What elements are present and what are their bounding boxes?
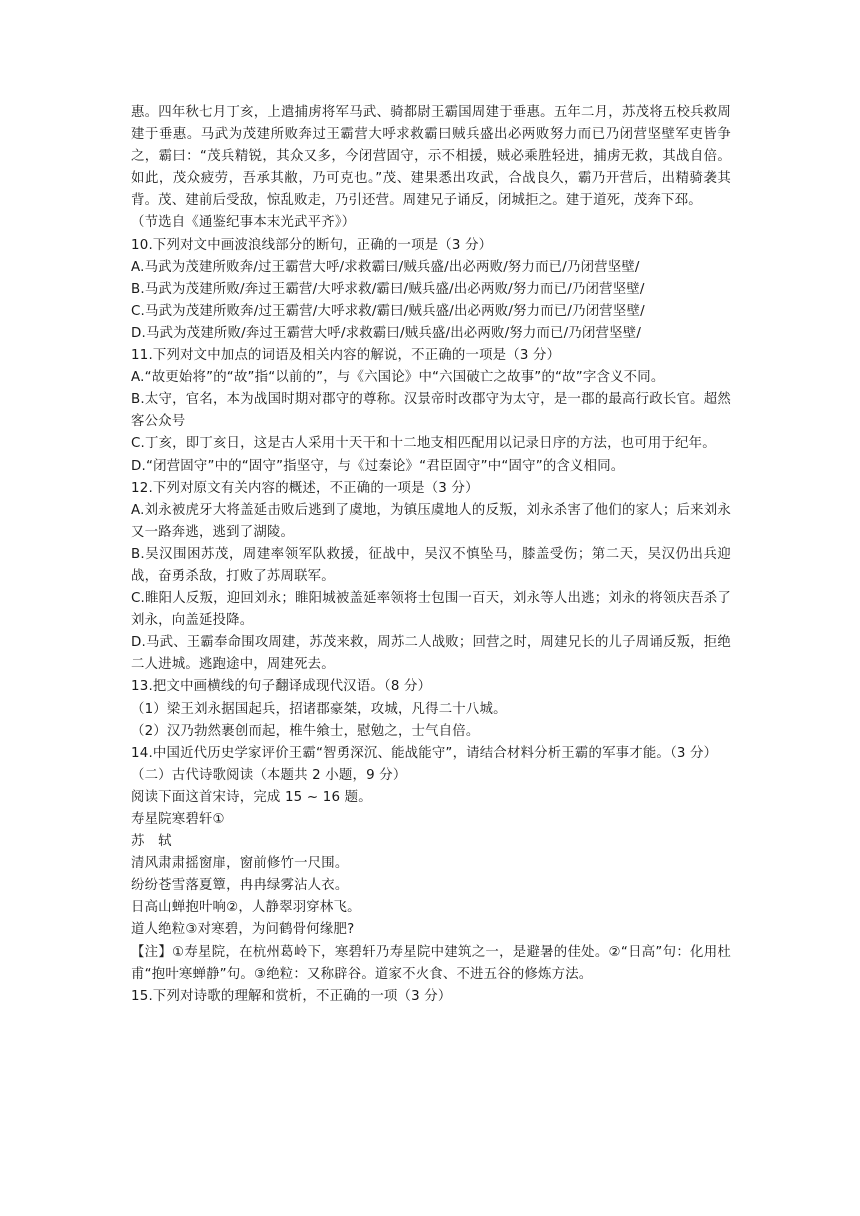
question-13-stem: 13.把文中画横线的句子翻译成现代汉语。（8 分）	[131, 679, 432, 695]
question-12-option-d: D.马武、王霸奉命围攻周建，苏茂来救，周苏二人战败；回营之时，周建兄长的儿子周诵反叛，拒绝二人进城。逃跑途中，周建死去。	[131, 635, 731, 673]
question-10-option-c: C.马武为茂建所败奔/过王霸营/大呼求救/霸曰/贼兵盛/出必两败/努力而已/乃闭营坚壁/	[131, 303, 645, 319]
question-14-stem: 14.中国近代历史学家评价王霸“智勇深沉、能战能守”，请结合材料分析王霸的军事才能。（3 分）	[131, 745, 718, 761]
section-2-heading: （二）古代诗歌阅读（本题共 2 小题，9 分）	[131, 767, 407, 783]
passage-paragraph: 惠。四年秋七月丁亥，上遣捕虏将军马武、骑都尉王霸国周建于垂惠。五年二月，苏茂将五校兵救周建于垂惠。马武为茂建所败奔过王霸营大呼求救霸曰贼兵盛出必两败努力而已乃闭营坚壁军吏皆争之，霸曰：“茂兵精锐，其众又多，今闭营固守，示不相援，贼必乘胜轻进，捕虏无救，其战自倍。如此，茂众疲劳，吾承其敝，乃可克也。”茂、建果悉出攻武，合战良久，霸乃开营后，出精骑袭其背。茂、建前后受敌，惊乱败走，乃引还营。周建兄子诵反，闭城拒之。建于道死，茂奔下邳。	[131, 105, 731, 209]
question-11-option-a: A.“故更始将”的“故”指“以前的”，与《六国论》中“六国破亡之故事”的“故”字含义不同。	[131, 370, 665, 386]
question-10-option-a: A.马武为茂建所败奔/过王霸营大呼/求救霸曰/贼兵盛/出必两败/努力而已/乃闭营坚壁/	[131, 259, 640, 275]
question-11-option-d: D.“闭营固守”中的“固守”指坚守，与《过秦论》“君臣固守”中“固守”的含义相同。	[131, 458, 625, 474]
poem-title: 寿星院寒碧轩①	[131, 812, 225, 827]
poem-line: 道人绝粒③对寒碧，为问鹤骨何缘肥?	[131, 922, 355, 938]
question-10-stem: 10.下列对文中画波浪线部分的断句，正确的一项是（3 分）	[131, 237, 493, 253]
poem-note: 【注】①寿星院，在杭州葛岭下，寒碧轩乃寿星院中建筑之一，是避暑的佳处。②“日高”句：化用杜甫“抱叶寒蝉静”句。③绝粒：又称辟谷。道家不火食、不进五谷的修炼方法。	[131, 944, 731, 982]
document-body	[131, 102, 731, 1008]
poem-author: 苏 轼	[131, 834, 172, 850]
question-12-stem: 12.下列对原文有关内容的概述，不正确的一项是（3 分）	[131, 480, 479, 496]
question-11-stem: 11.下列对文中加点的词语及相关内容的解说，不正确的一项是（3 分）	[131, 348, 561, 364]
poem-line: 日高山蝉抱叶响②，人静翠羽穿林飞。	[131, 900, 361, 916]
passage-source: （节选自《通鉴纪事本末光武平齐》）	[131, 215, 356, 231]
poem-line: 纷纷苍雪落夏簟，冉冉绿雾沾人衣。	[131, 878, 349, 894]
question-12-option-b: B.吴汉围困苏茂，周建率领军队救援，征战中，吴汉不慎坠马，膝盖受伤；第二天，吴汉仍出兵迎战，奋勇杀敌，打败了苏周联军。	[131, 546, 731, 584]
question-11-option-b: B.太守，官名，本为战国时期对郡守的尊称。汉景帝时改郡守为太守，是一郡的最高行政长官。超然客公众号	[131, 392, 731, 430]
question-12-option-c: C.睢阳人反叛，迎回刘永；睢阳城被盖延率领将士包围一百天，刘永等人出逃；刘永的将领庆吾杀了刘永，向盖延投降。	[131, 591, 731, 629]
question-11-option-c: C.丁亥，即丁亥日，这是古人采用十天干和十二地支相匹配用以记录日序的方法，也可用于纪年。	[131, 436, 716, 452]
question-10-option-d: D.马武为茂建所败/奔过王霸营大呼/求救霸曰/贼兵盛/出必两败/努力而已/乃闭营坚壁/	[131, 325, 642, 341]
poem-line: 清风肃肃摇窗扉，窗前修竹一尺围。	[131, 856, 349, 872]
section-2-instruction: 阅读下面这首宋诗，完成 15 ~ 16 题。	[131, 789, 372, 805]
question-15-stem: 15.下列对诗歌的理解和赏析，不正确的一项（3 分）	[131, 988, 452, 1004]
question-13-item-2: （2）汉乃勃然裹创而起，椎牛飨士，慰勉之，士气自倍。	[131, 723, 480, 739]
question-12-option-a: A.刘永被虎牙大将盖延击败后逃到了虞地，为镇压虞地人的反叛，刘永杀害了他们的家人；后来刘永又一路奔逃，逃到了湖陵。	[131, 502, 731, 540]
question-13-item-1: （1）梁王刘永据国起兵，招诸郡豪桀，攻城，凡得二十八城。	[131, 701, 507, 717]
question-10-option-b: B.马武为茂建所败/奔过王霸营/大呼求救/霸曰/贼兵盛/出必两败/努力而已/乃闭营坚壁/	[131, 281, 645, 297]
